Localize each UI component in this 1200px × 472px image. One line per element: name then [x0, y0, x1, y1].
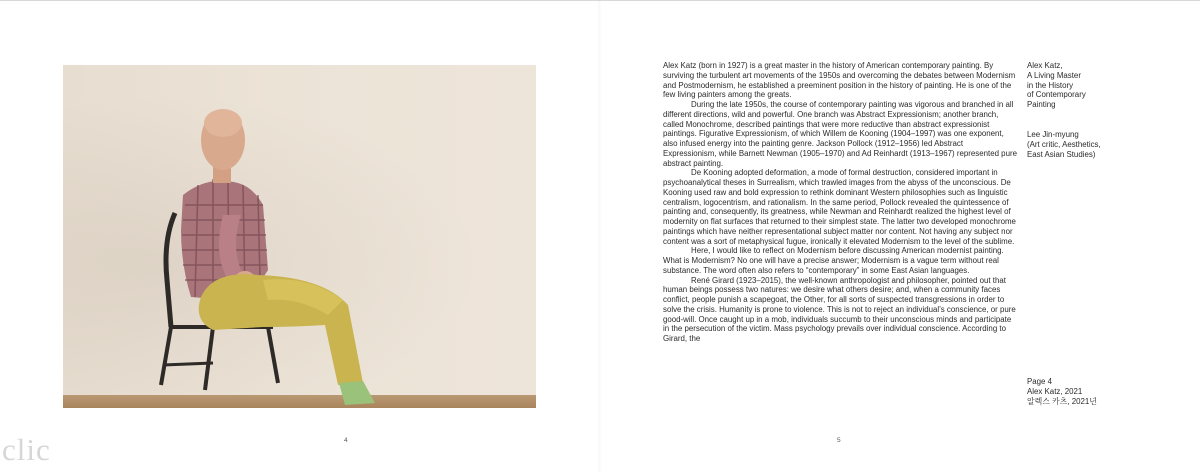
essay-body: [663, 61, 1018, 344]
caption-line: Alex Katz, 2021: [1027, 386, 1083, 396]
book-gutter: [598, 0, 602, 472]
author-line: East Asian Studies): [1027, 149, 1096, 159]
paragraph-4: Here, I would like to reflect on Modernism before discussing American modernist painting. What is Modernism? No one will have a precise answer; Modernism is a vague term without real substance. The word often also refers to “contemporary” in some East Asian languages.: [663, 246, 1004, 275]
title-line: Painting: [1027, 100, 1056, 109]
title-line: in the History: [1027, 80, 1074, 90]
title-line: of Contemporary: [1027, 90, 1086, 100]
paragraph-1: Alex Katz (born in 1927) is a great master in the history of American contemporary painting. By surviving the turbulent art movements of the 1950s and overcoming the debates between Modernism and Postmodernism, he established a preeminent position in the history of painting. He is one of the few living painters among the greats.: [663, 61, 1016, 100]
photo-caption: [1027, 377, 1137, 406]
page-number-right: 5: [837, 437, 841, 444]
page-number-left: 4: [344, 437, 348, 444]
paragraph-5: René Girard (1923–2015), the well-known anthropologist and philosopher, pointed out that human beings possess two natures: we desire what others desire; and, when a community faces conflict, people punish a scapegoat, the Other, for all sorts of suspected transgressions in order to solve the crisis. Humanity is prone to violence. This is not to reject an individual’s conscience, or pure good-will. Once caught up in a mob, individuals succumb to their unconscious minds and participate in the persecution of the victim. Mass psychology prevails over individual conscience. According to Girard, the: [663, 275, 1016, 343]
paragraph-3: De Kooning adopted deformation, a mode of formal destruction, considered important in psychoanalytical theses in Surrealism, which trawled images from the abyss of the unconscious. De Kooning used raw and bold expression to rethink dominant Western philosophies such as linguistic centralism, logocentrism, and rationalism. In the same period, Pollock revealed the quintessence of painting and, consequently, its greatness, while Newman and Reinhardt realized the highest level of modernity on flat surfaces that returned to their simplest state. The latter two developed monochrome paintings which have neither representational subject matter nor content. Not having any subject nor content was a sort of metaphysical fugue, ironically it elevated Modernism to the level of the sublime.: [663, 168, 1016, 246]
author-line: Lee Jin-myung: [1027, 130, 1079, 139]
watermark-logo: clic: [2, 432, 51, 467]
author-credit: [1027, 130, 1137, 159]
caption-line: Page 4: [1027, 377, 1053, 386]
portrait-photo: [63, 65, 536, 408]
paragraph-2: During the late 1950s, the course of contemporary painting was vigorous and branched in all different directions, wild and powerful. One branch was Abstract Expressionism; another branch, called Monochrome, described paintings that were more reductive than abstract expressionist paintings. Figurative Expressionism, of which Willem de Kooning (1904–1997) was one exponent, also infused energy into the painting genre. Jackson Pollock (1912–1956) led Abstract Expressionism, while Barnett Newman (1905–1970) and Ad Reinhardt (1913–1967) represented pure abstract painting.: [663, 100, 1017, 168]
essay-title: [1027, 61, 1137, 110]
caption-line: 알렉스 카츠, 2021년: [1027, 396, 1097, 406]
author-line: (Art critic, Aesthetics,: [1027, 139, 1101, 149]
seated-man-figure: [63, 65, 536, 408]
title-line: A Living Master: [1027, 70, 1081, 80]
title-line: Alex Katz,: [1027, 61, 1063, 70]
